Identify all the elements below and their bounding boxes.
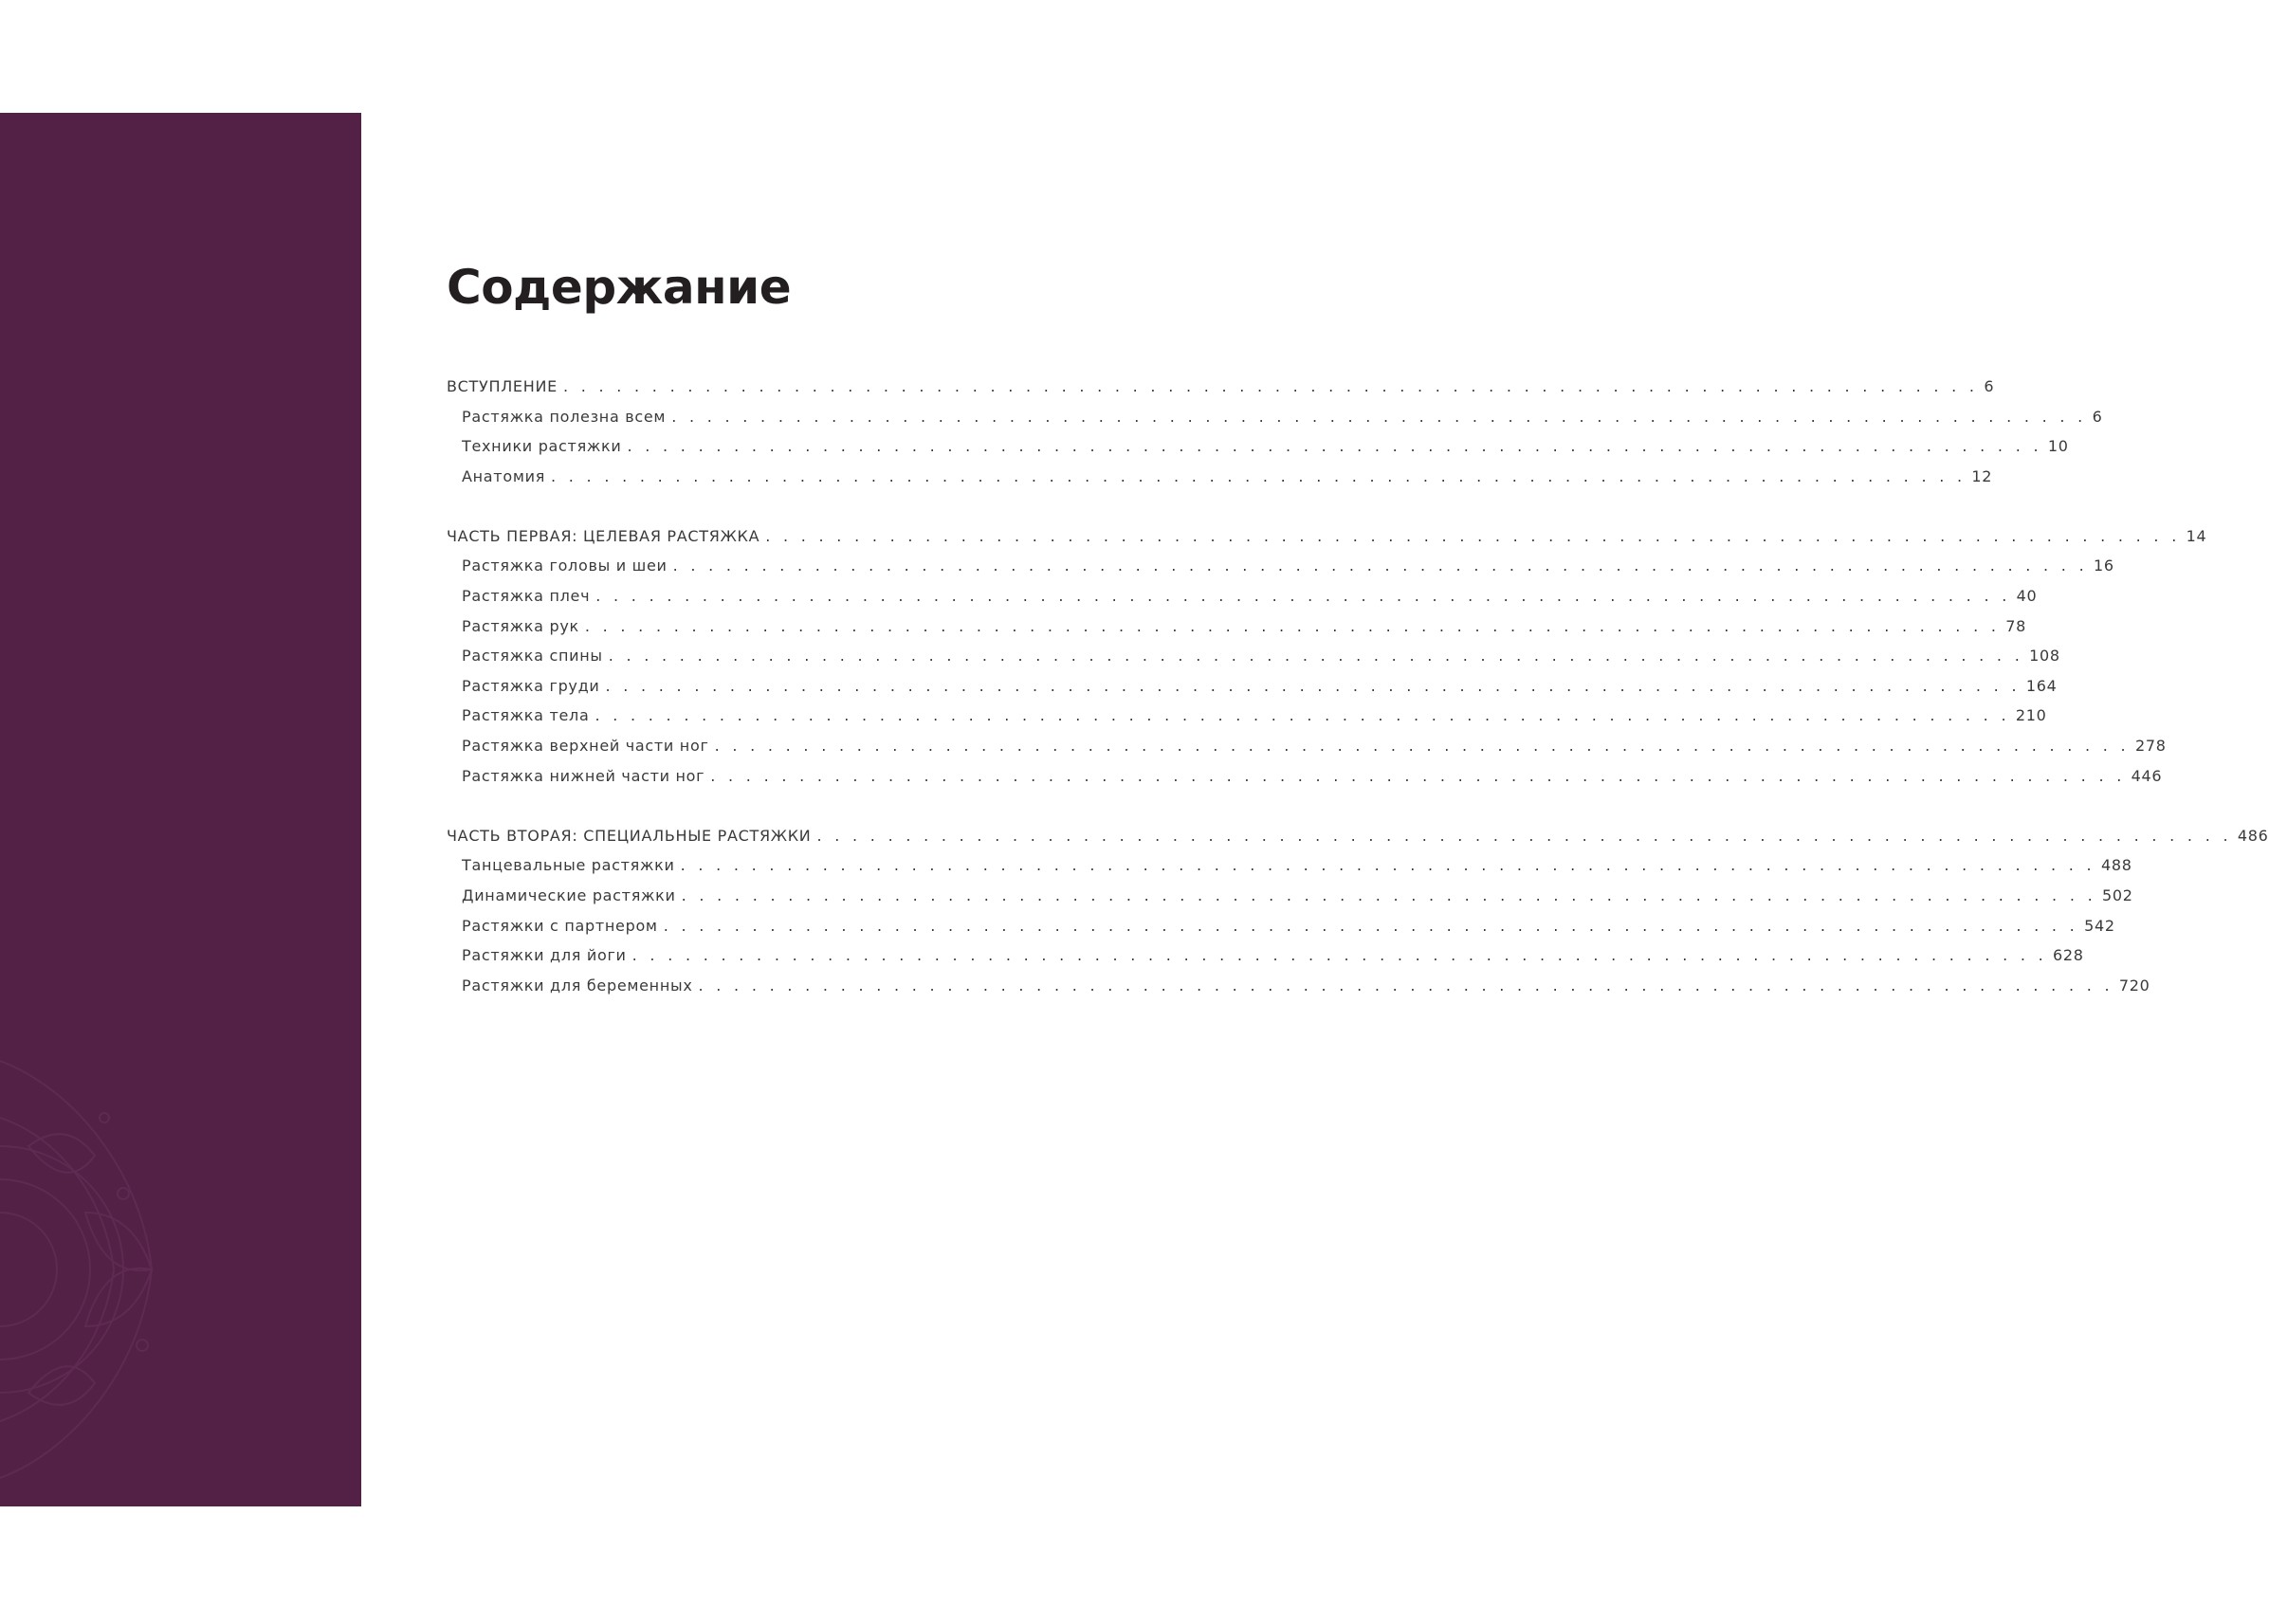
toc-leader-dots: . . . . . . . . . . . . . . . . . . . . . . . . . . . . . . . . . . . . . . . . . . . . . . . . . . . . . . . . . . . . . . . . . . . . . . . . . . . . . . . . bbox=[562, 377, 1979, 395]
toc-section-heading[interactable] bbox=[447, 526, 2207, 557]
toc-entry-label: Техники растяжки bbox=[462, 437, 622, 456]
toc-section-heading[interactable] bbox=[447, 826, 2269, 857]
toc-leader-dots: . . . . . . . . . . . . . . . . . . . . . . . . . . . . . . . . . . . . . . . . . . . . . . . . . . . . . . . . . . . . . . . . . . . . . . . . . . . . . . . . bbox=[663, 916, 2079, 935]
toc-entry-page: 542 bbox=[2084, 916, 2115, 935]
toc-entry-label: Растяжки с партнером bbox=[462, 916, 658, 935]
toc-section bbox=[447, 826, 2269, 1007]
toc-entry-page: 278 bbox=[2134, 737, 2167, 756]
page-title: Содержание bbox=[447, 260, 792, 315]
toc-leader-dots: . . . . . . . . . . . . . . . . . . . . . . . . . . . . . . . . . . . . . . . . . . . . . . . . . . . . . . . . . . . . . . . . . . . . . . . . . . . . . . . . bbox=[681, 885, 2096, 904]
toc-entry-page: 16 bbox=[2093, 557, 2114, 575]
toc-entry-label: Анатомия bbox=[462, 466, 546, 485]
toc-entry[interactable] bbox=[447, 557, 2114, 587]
toc-entry-page: 108 bbox=[2029, 647, 2060, 666]
toc-section bbox=[447, 526, 2207, 796]
toc-entry-page: 6 bbox=[2092, 407, 2103, 426]
toc-leader-dots: . . . . . . . . . . . . . . . . . . . . . . . . . . . . . . . . . . . . . . . . . . . . . . . . . . . . . . . . . . . . . . . . . . . . . . . . . . . . . . . . bbox=[671, 407, 2087, 426]
toc-entry[interactable] bbox=[447, 737, 2167, 767]
toc-leader-dots: . . . . . . . . . . . . . . . . . . . . . . . . . . . . . . . . . . . . . . . . . . . . . . . . . . . . . . . . . . . . . . . . . . . . . . . . . . . . . . . . bbox=[551, 466, 1967, 485]
toc-entry[interactable] bbox=[447, 676, 2058, 707]
toc-entry-label: Растяжка полезна всем bbox=[462, 407, 667, 426]
toc-entry[interactable] bbox=[447, 647, 2060, 677]
toc-entry[interactable] bbox=[447, 916, 2115, 947]
toc-entry[interactable] bbox=[447, 407, 2103, 438]
toc-entry-page: 502 bbox=[2101, 885, 2133, 904]
toc-leader-dots: . . . . . . . . . . . . . . . . . . . . . . . . . . . . . . . . . . . . . . . . . . . . . . . . . . . . . . . . . . . . . . . . . . . . . . . . . . . . . . . . bbox=[605, 676, 2021, 695]
toc-entry-label: Растяжка тела bbox=[462, 706, 590, 725]
toc-entry-page: 78 bbox=[2005, 616, 2026, 635]
toc-leader-dots: . . . . . . . . . . . . . . . . . . . . . . . . . . . . . . . . . . . . . . . . . . . . . . . . . . . . . . . . . . . . . . . . . . . . . . . . . . . . . . . . bbox=[608, 647, 2024, 666]
toc-entry[interactable] bbox=[447, 766, 2163, 797]
toc-entry-label: Растяжка груди bbox=[462, 676, 600, 695]
toc-leader-dots: . . . . . . . . . . . . . . . . . . . . . . . . . . . . . . . . . . . . . . . . . . . . . . . . . . . . . . . . . . . . . . . . . . . . . . . . . . . . . . . . bbox=[584, 616, 2001, 635]
toc-entry-page: 40 bbox=[2016, 587, 2038, 606]
toc-leader-dots: . . . . . . . . . . . . . . . . . . . . . . . . . . . . . . . . . . . . . . . . . . . . . . . . . . . . . . . . . . . . . . . . . . . . . . . . . . . . . . . . bbox=[765, 526, 2181, 545]
toc-entry-page: 12 bbox=[1971, 466, 1993, 485]
toc-entry-label: Растяжка спины bbox=[462, 647, 603, 666]
toc-leader-dots: . . . . . . . . . . . . . . . . . . . . . . . . . . . . . . . . . . . . . . . . . . . . . . . . . . . . . . . . . . . . . . . . . . . . . . . . . . . . . . . . bbox=[595, 587, 2011, 606]
toc-entry-page: 6 bbox=[1984, 377, 1995, 395]
toc-entry[interactable] bbox=[447, 856, 2132, 886]
toc-entry-label: Растяжка головы и шеи bbox=[462, 557, 668, 575]
toc-entry-label: Танцевальные растяжки bbox=[462, 856, 675, 875]
toc-leader-dots: . . . . . . . . . . . . . . . . . . . . . . . . . . . . . . . . . . . . . . . . . . . . . . . . . . . . . . . . . . . . . . . . . . . . . . . . . . . . . . . . bbox=[816, 826, 2232, 845]
toc-leader-dots: . . . . . . . . . . . . . . . . . . . . . . . . . . . . . . . . . . . . . . . . . . . . . . . . . . . . . . . . . . . . . . . . . . . . . . . . . . . . . . . . bbox=[680, 856, 2095, 875]
table-of-contents bbox=[447, 377, 2269, 1036]
toc-entry-label: Растяжка плеч bbox=[462, 587, 591, 606]
toc-entry-page: 10 bbox=[2047, 437, 2069, 456]
toc-entry-label: Растяжка рук bbox=[462, 616, 579, 635]
toc-entry[interactable] bbox=[447, 466, 1993, 498]
toc-section bbox=[447, 377, 2103, 497]
toc-leader-dots: . . . . . . . . . . . . . . . . . . . . . . . . . . . . . . . . . . . . . . . . . . . . . . . . . . . . . . . . . . . . . . . . . . . . . . . . . . . . . . . . bbox=[631, 946, 2048, 965]
toc-section-heading[interactable] bbox=[447, 377, 1995, 408]
toc-leader-dots: . . . . . . . . . . . . . . . . . . . . . . . . . . . . . . . . . . . . . . . . . . . . . . . . . . . . . . . . . . . . . . . . . . . . . . . . . . . . . . . . bbox=[710, 766, 2126, 785]
toc-entry-page: 164 bbox=[2025, 676, 2058, 695]
toc-entry[interactable] bbox=[447, 885, 2133, 917]
toc-entry-page: 210 bbox=[2015, 706, 2047, 725]
toc-entry[interactable] bbox=[447, 616, 2026, 648]
toc-entry-page: 14 bbox=[2186, 526, 2207, 545]
toc-entry-page: 488 bbox=[2100, 856, 2132, 875]
toc-entry-label: Растяжки для беременных bbox=[462, 976, 693, 994]
toc-entry-page: 486 bbox=[2237, 826, 2269, 845]
toc-entry[interactable] bbox=[447, 706, 2047, 737]
toc-entry-label: ВСТУПЛЕНИЕ bbox=[447, 377, 558, 395]
toc-entry-page: 446 bbox=[2131, 766, 2163, 785]
side-color-panel bbox=[0, 113, 361, 1506]
toc-entry-page: 628 bbox=[2053, 946, 2084, 965]
mandala-ornament-icon bbox=[0, 113, 361, 1506]
toc-entry[interactable] bbox=[447, 946, 2084, 976]
toc-entry-label: ЧАСТЬ ПЕРВАЯ: ЦЕЛЕВАЯ РАСТЯЖКА bbox=[447, 526, 760, 545]
toc-entry-label: Растяжка верхней части ног bbox=[462, 737, 709, 756]
toc-entry-page: 720 bbox=[2118, 976, 2150, 994]
toc-entry[interactable] bbox=[447, 976, 2150, 1007]
toc-leader-dots: . . . . . . . . . . . . . . . . . . . . . . . . . . . . . . . . . . . . . . . . . . . . . . . . . . . . . . . . . . . . . . . . . . . . . . . . . . . . . . . . bbox=[595, 706, 2010, 725]
toc-leader-dots: . . . . . . . . . . . . . . . . . . . . . . . . . . . . . . . . . . . . . . . . . . . . . . . . . . . . . . . . . . . . . . . . . . . . . . . . . . . . . . . . bbox=[672, 557, 2088, 575]
toc-entry[interactable] bbox=[447, 587, 2038, 617]
toc-leader-dots: . . . . . . . . . . . . . . . . . . . . . . . . . . . . . . . . . . . . . . . . . . . . . . . . . . . . . . . . . . . . . . . . . . . . . . . . . . . . . . . . bbox=[627, 437, 2042, 456]
toc-leader-dots: . . . . . . . . . . . . . . . . . . . . . . . . . . . . . . . . . . . . . . . . . . . . . . . . . . . . . . . . . . . . . . . . . . . . . . . . . . . . . . . . bbox=[714, 737, 2130, 756]
toc-entry-label: Динамические растяжки bbox=[462, 885, 676, 904]
toc-entry-label: Растяжка нижней части ног bbox=[462, 766, 705, 785]
toc-entry-label: ЧАСТЬ ВТОРАЯ: СПЕЦИАЛЬНЫЕ РАСТЯЖКИ bbox=[447, 826, 812, 845]
toc-leader-dots: . . . . . . . . . . . . . . . . . . . . . . . . . . . . . . . . . . . . . . . . . . . . . . . . . . . . . . . . . . . . . . . . . . . . . . . . . . . . . . . . bbox=[698, 976, 2113, 994]
toc-entry[interactable] bbox=[447, 437, 2069, 467]
toc-entry-label: Растяжки для йоги bbox=[462, 946, 627, 965]
